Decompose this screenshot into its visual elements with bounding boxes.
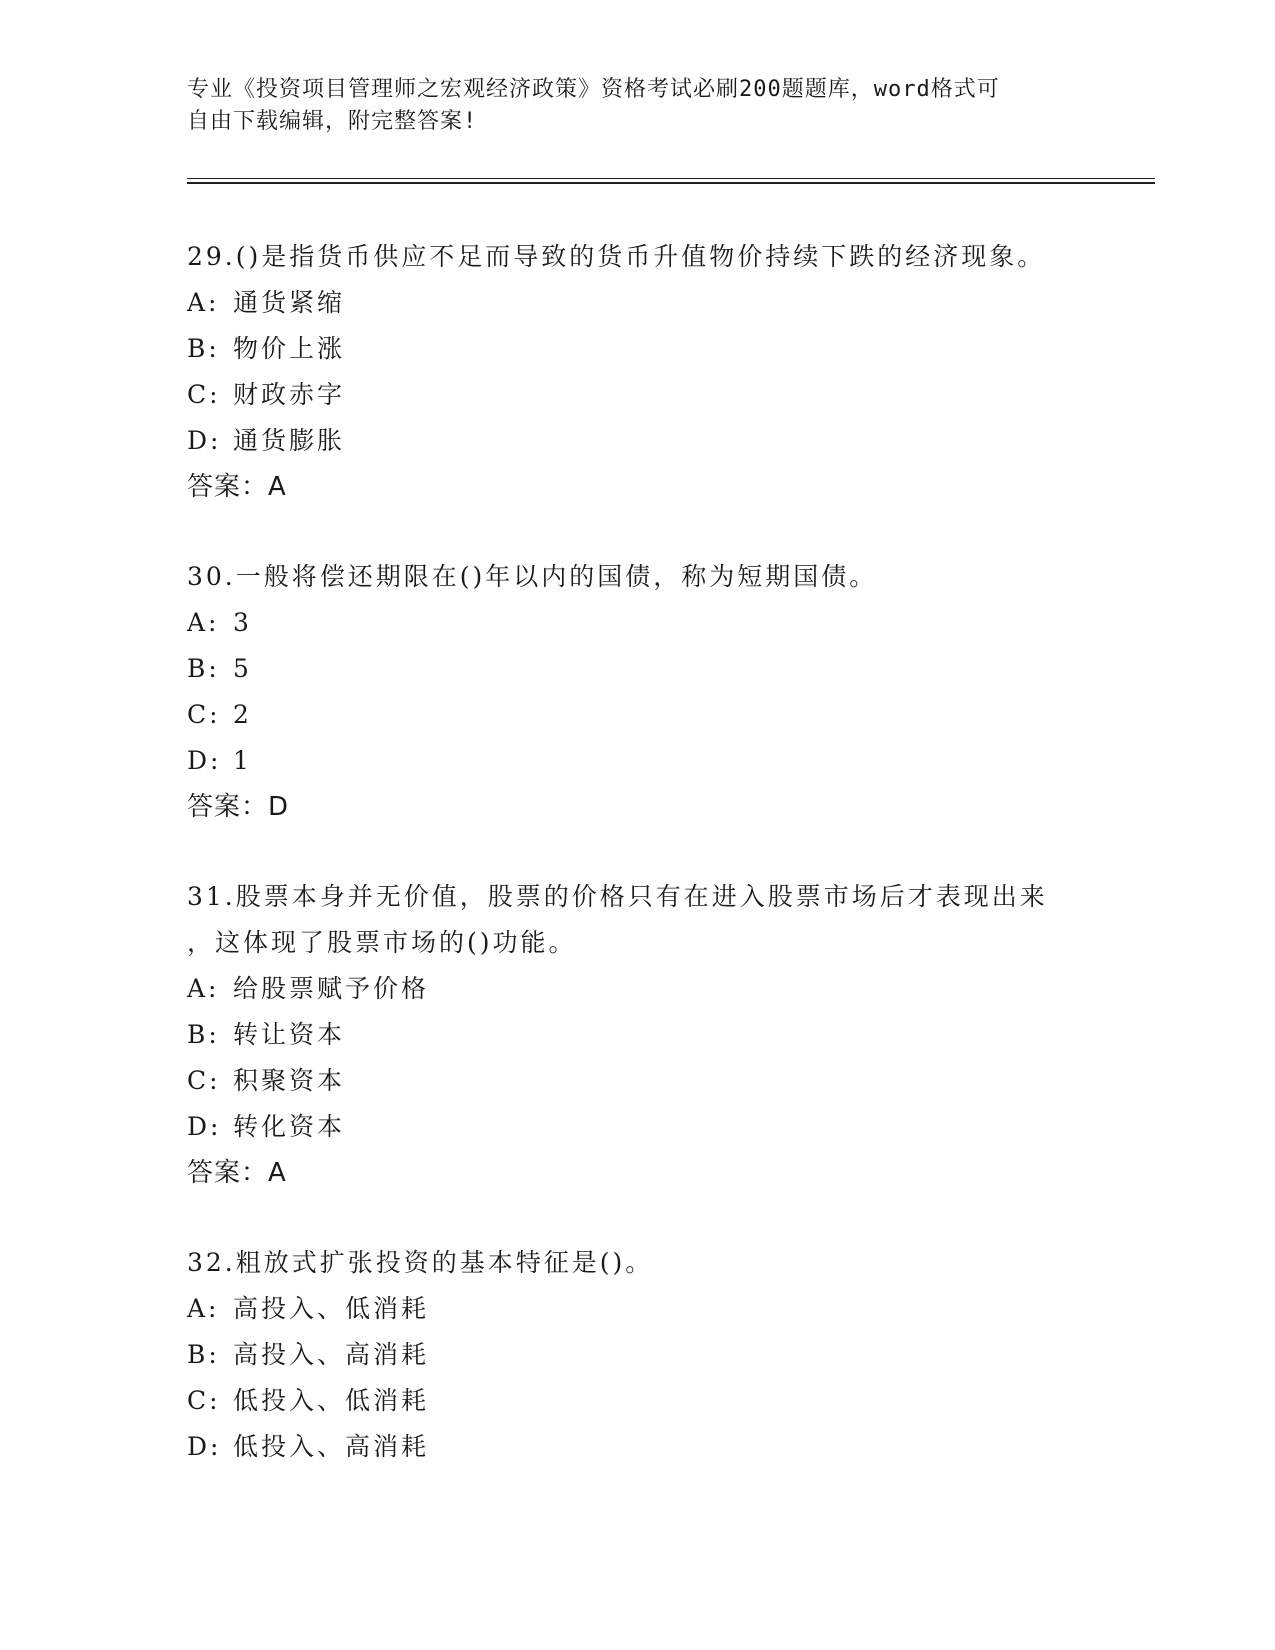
question-stem: 29.()是指货币供应不足而导致的货币升值物价持续下跌的经济现象。 xyxy=(187,242,1046,271)
option-letter: D: xyxy=(187,1432,222,1461)
answer-line: 答案：A xyxy=(187,472,287,502)
option-b xyxy=(187,326,1087,372)
question-stem-continued: ，这体现了股票市场的()功能。 xyxy=(187,928,577,957)
option-letter: D: xyxy=(187,1112,222,1141)
document-header xyxy=(187,74,1067,138)
option-text: 给股票赋予价格 xyxy=(233,974,430,1003)
question-stem: 32.粗放式扩张投资的基本特征是()。 xyxy=(187,1248,654,1277)
option-c xyxy=(187,1058,1087,1104)
option-text: 高投入、高消耗 xyxy=(233,1340,430,1369)
question-32 xyxy=(187,1240,1087,1470)
option-d xyxy=(187,1424,1087,1470)
question-31 xyxy=(187,874,1087,1196)
header-divider-thin xyxy=(187,178,1155,179)
question-30 xyxy=(187,554,1087,830)
option-b xyxy=(187,1332,1087,1378)
option-letter: A: xyxy=(187,1294,220,1323)
option-a xyxy=(187,600,1087,646)
header-line-2: 自由下载编辑，附完整答案! xyxy=(187,109,478,134)
option-letter: A: xyxy=(187,288,220,317)
option-letter: A: xyxy=(187,608,220,637)
option-letter: B: xyxy=(187,654,220,683)
option-letter: C: xyxy=(187,1066,221,1095)
option-c xyxy=(187,372,1087,418)
option-text: 积聚资本 xyxy=(233,1066,346,1095)
option-text: 转化资本 xyxy=(233,1112,346,1141)
option-letter: C: xyxy=(187,700,221,729)
option-text: 低投入、低消耗 xyxy=(233,1386,430,1415)
option-letter: D: xyxy=(187,746,222,775)
answer-line: 答案：A xyxy=(187,1158,287,1188)
option-d xyxy=(187,738,1087,784)
option-text: 转让资本 xyxy=(233,1020,346,1049)
option-letter: C: xyxy=(187,380,221,409)
option-text: 通货膨胀 xyxy=(233,426,346,455)
option-letter: C: xyxy=(187,1386,221,1415)
option-text: 高投入、低消耗 xyxy=(233,1294,430,1323)
option-text: 通货紧缩 xyxy=(233,288,346,317)
option-c xyxy=(187,1378,1087,1424)
option-text: 低投入、高消耗 xyxy=(233,1432,430,1461)
option-text: 财政赤字 xyxy=(233,380,346,409)
option-letter: B: xyxy=(187,1020,220,1049)
option-text: 2 xyxy=(233,700,252,729)
option-a xyxy=(187,1286,1087,1332)
option-text: 1 xyxy=(233,746,252,775)
option-a xyxy=(187,280,1087,326)
option-text: 5 xyxy=(233,654,252,683)
option-a xyxy=(187,966,1087,1012)
header-divider-thick xyxy=(187,182,1155,184)
option-letter: B: xyxy=(187,1340,220,1369)
answer-line: 答案：D xyxy=(187,792,290,822)
option-d xyxy=(187,1104,1087,1150)
option-b xyxy=(187,646,1087,692)
option-c xyxy=(187,692,1087,738)
option-text: 物价上涨 xyxy=(233,334,346,363)
question-29 xyxy=(187,234,1087,510)
option-d xyxy=(187,418,1087,464)
question-stem: 30.一般将偿还期限在()年以内的国债，称为短期国债。 xyxy=(187,562,878,591)
option-letter: D: xyxy=(187,426,222,455)
option-text: 3 xyxy=(233,608,252,637)
option-letter: B: xyxy=(187,334,220,363)
question-stem: 31.股票本身并无价值，股票的价格只有在进入股票市场后才表现出来 xyxy=(187,882,1048,911)
header-line-1: 专业《投资项目管理师之宏观经济政策》资格考试必刷200题题库，word格式可 xyxy=(187,77,1000,102)
option-b xyxy=(187,1012,1087,1058)
option-letter: A: xyxy=(187,974,220,1003)
